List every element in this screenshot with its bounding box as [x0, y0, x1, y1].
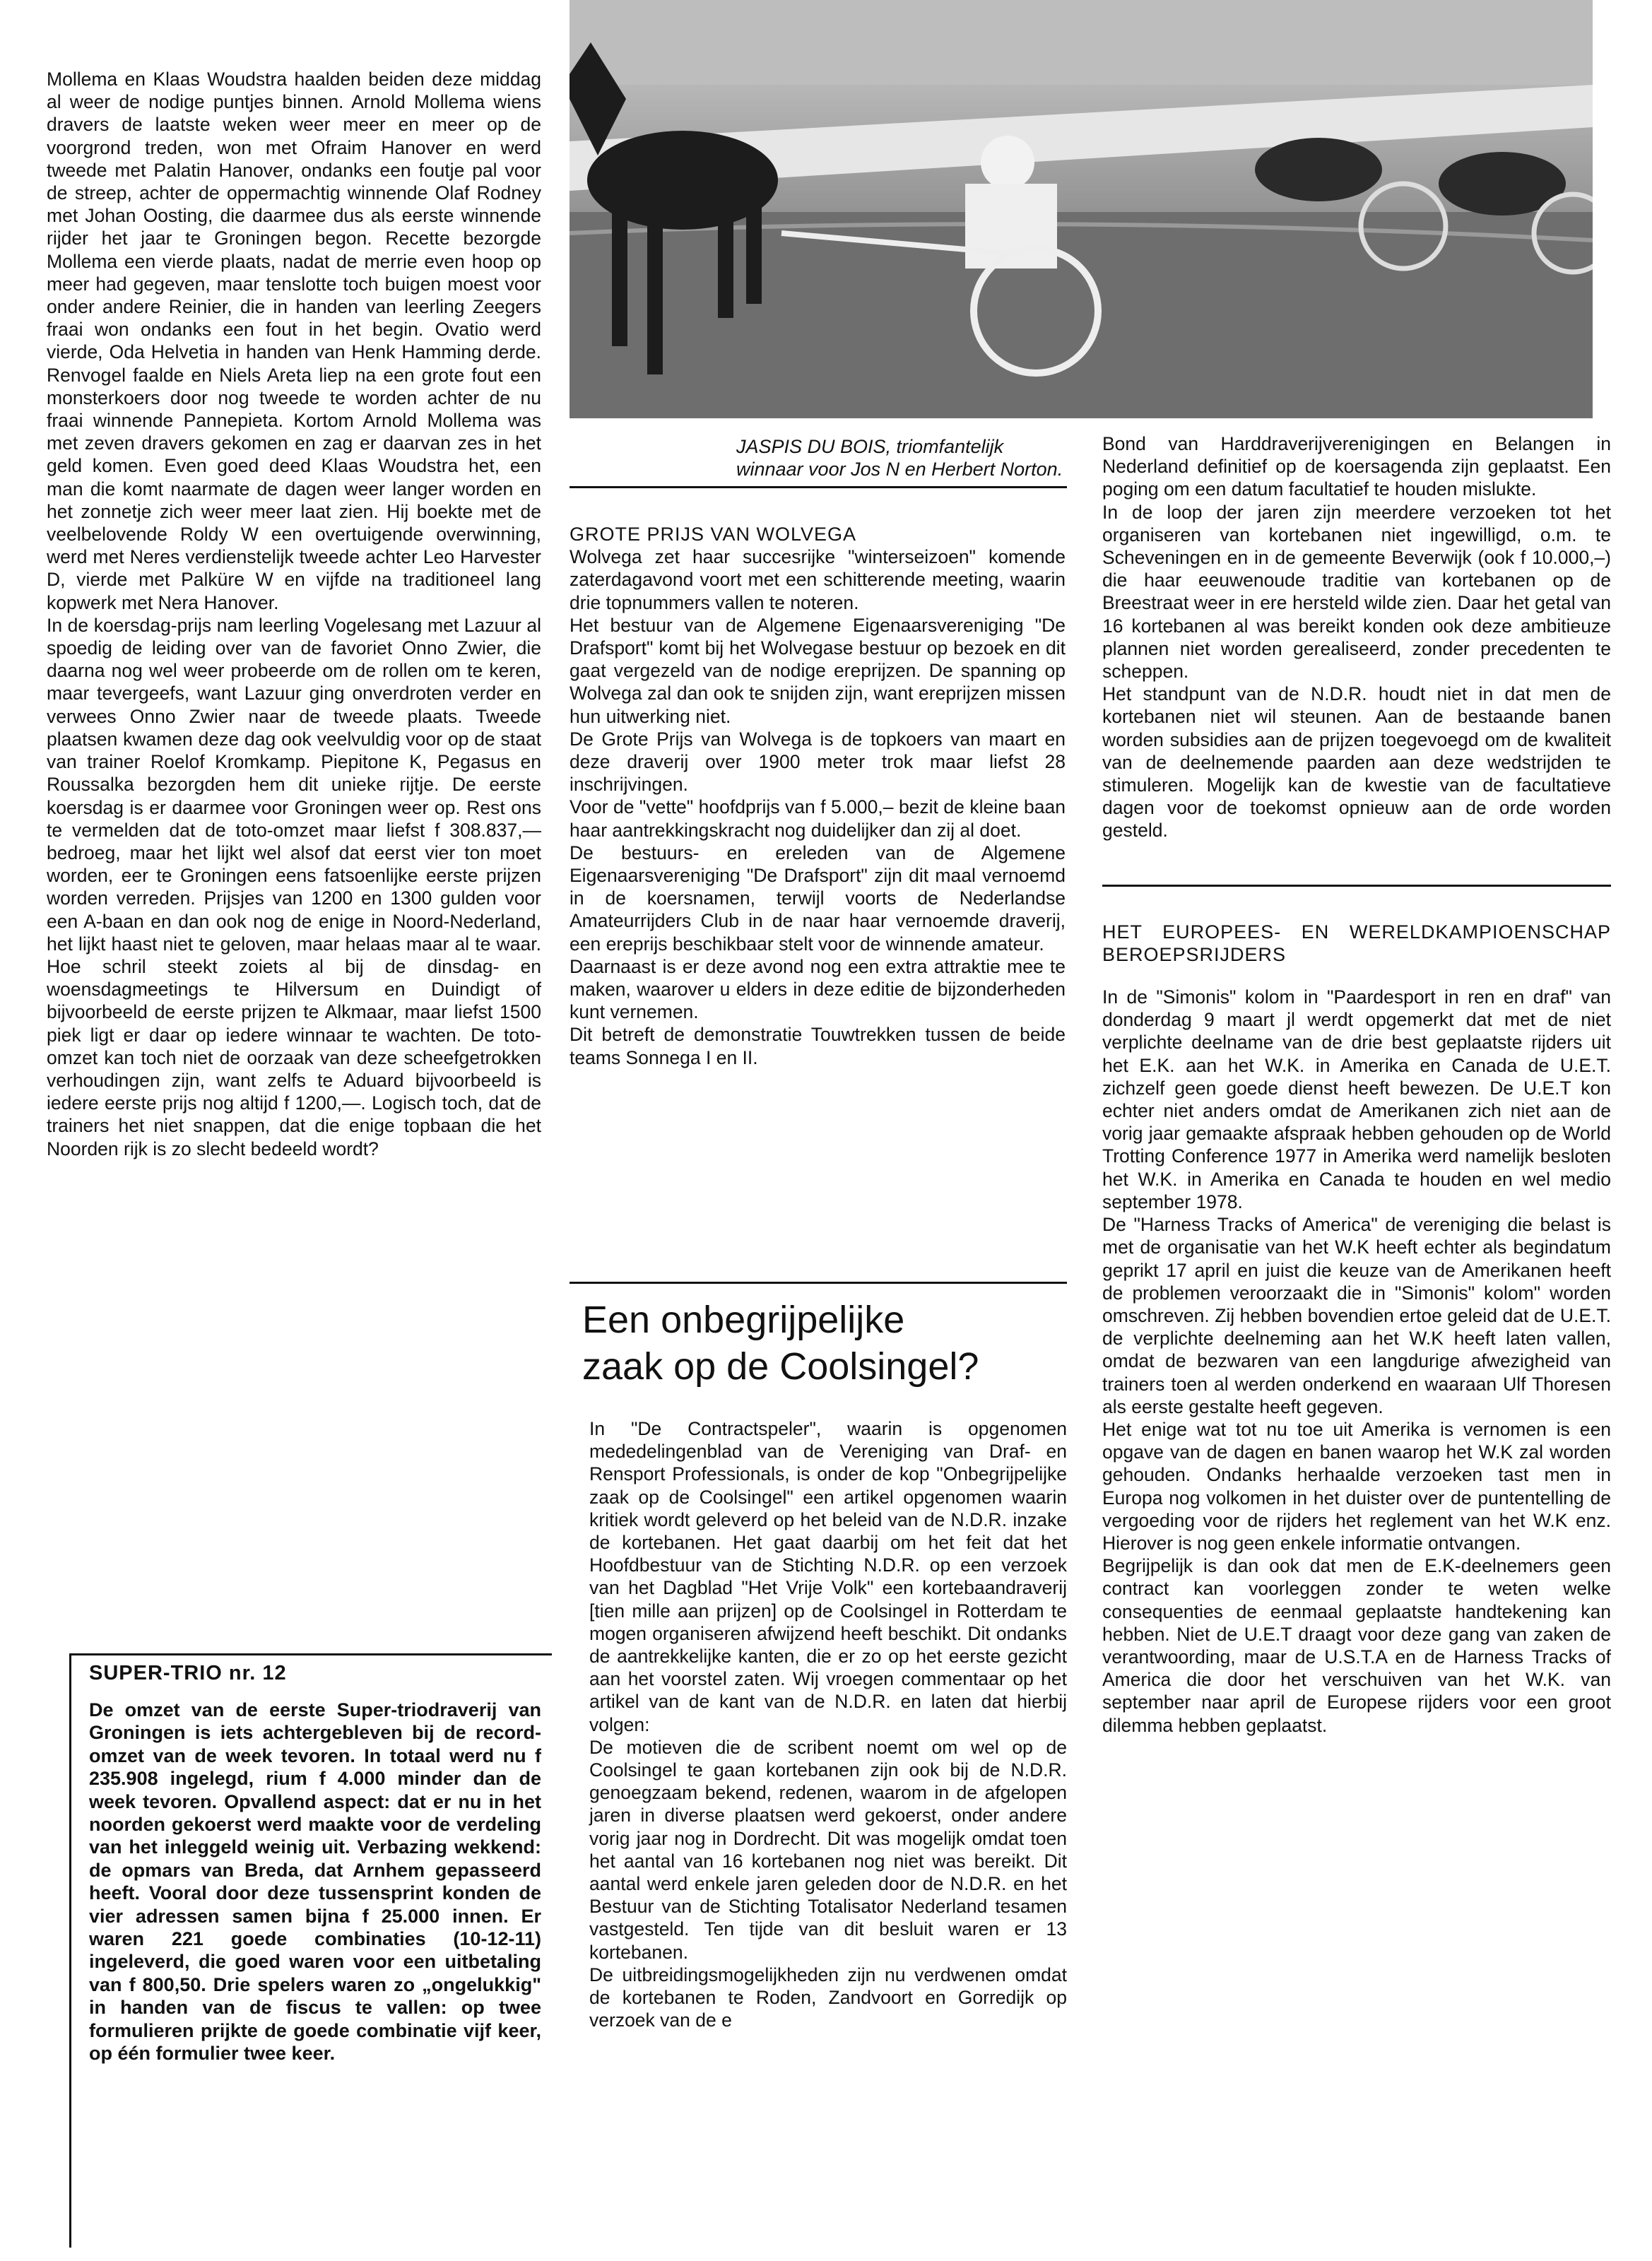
super-trio-text: De omzet van de eerste Super-triodraverij van Groningen is iets achtergebleven bij de record-omzet van de week tevoren. In totaal werd nu f 235.908 ingelegd, rium f 4.000 minder dan de week tevoren. Opvallend aspect: dat er nu in het noorden gekoerst werd maakte voor de verdeling van het inleggeld weinig uit. Verbazing wekkend: de opmars van Breda, dat Arnhem gepasseerd heeft. Vooral door deze tussensprint konden de vier adressen samen bijna f 25.000 innen. Er waren 221 goede combinaties (10-12-11) ingeleverd, die goed waren voor een uitbetaling van f 800,50. Drie spelers waren zo „ongelukkig" in handen van de fiscus te vallen: op twee formulieren prijkte de goede combinatie vijf keer, op één formulier twee keer.	[89, 1699, 541, 2065]
article-paragraph: Voor de "vette" hoofdprijs van f 5.000,– bezit de kleine baan haar aantrekkingskracht nog duidelijker dan zij al doet.	[570, 796, 1066, 841]
column-2	[570, 523, 1066, 1069]
article-paragraph: Het enige wat tot nu toe uit Amerika is vernomen is een opgave van de dagen en banen waarop het W.K zal worden gehouden. Ondanks herhaalde verzoeken tast men in Europa nog volkomen in het duister over de puntentelling de vergoeding voor de rijders het reglement van het W.K enz. Hierover is nog geen enkele informatie ontvangen.	[1102, 1418, 1611, 1554]
article-paragraph: Het standpunt van de N.D.R. houdt niet in dat men de kortebanen niet wil steunen. Aan de bestaande banen worden subsidies aan de prijzen toegevoegd om de kwaliteit van de deelnemende paarden aan deze wedstrijden te stimuleren. Mogelijk kan de kwestie van de facultatieve dagen voor de toekomst opnieuw aan de orde worden gesteld.	[1102, 683, 1611, 842]
photo-caption: JASPIS DU BOIS, triomfantelijk winnaar voor Jos N en Herbert Norton.	[736, 436, 1063, 480]
article-paragraph: Mollema en Klaas Woudstra haalden beiden deze middag al weer de nodige puntjes binnen. Arnold Mollema wiens dravers de laatste weken weer meer en meer op de voorgrond treden, won met Ofraim Hanover en werd tweede met Palatin Hanover, ondanks een foutje pal voor de streep, achter de oppermachtig winnende Olaf Rodney met Johan Oosting, die daarmee dus als eerste winnende rijder het jaar te Groningen begon. Recette bezorgde Mollema een vierde plaats, nadat de merrie even hoop op meer had gegeven, maar tenslotte toch buigen moest voor onder andere Reinier, die in handen van leerling Zeegers fraai won ondanks een fout in het begin. Ovatio werd vierde, Oda Helvetia in handen van Henk Hamming derde. Renvogel faalde en Niels Areta liep na een grote fout een monsterkoers door nog tweede te worden achter de nu fraai winnende Pannepieta. Kortom Arnold Mollema was met zeven dravers gekomen en zag er daarvan zes in het geld komen. Even goed deed Klaas Woudstra het, een man die komt naarmate de dagen weer langer worden en het zonnetje zich weer meer laat zien. Hij boekte met de veelbelovende Roldy W een overtuigende overwinning, werd met Neres verdienstelijk tweede achter Leo Harvester D, vierde met Palküre W en vijfde na traditioneel lang kopwerk met Nera Hanover.	[47, 69, 541, 613]
article-paragraph: Het bestuur van de Algemene Eigenaarsvereniging "De Drafsport" komt bij het Wolvegase bestuur op bezoek en dit gaat vergezeld van de nodige ereprijzen. De spanning op Wolvega zal dan ook te snijden zijn, want ereprijzen missen hun uitwerking niet.	[570, 614, 1066, 727]
column-2-article	[589, 1417, 1067, 2031]
divider	[570, 1282, 1067, 1284]
section-heading: HET EUROPEES- EN WERELDKAMPIOENSCHAP BEROEPSRIJDERS	[1102, 921, 1611, 965]
article-paragraph: Bond van Harddraverijverenigingen en Belangen in Nederland definitief op de koersagenda zijn geplaatst. Een poging om een datum facultatief te houden mislukte.	[1102, 433, 1611, 500]
divider	[570, 486, 1067, 488]
article-paragraph: In de loop der jaren zijn meerdere verzoeken tot het organiseren van kortebanen niet ingewilligd, o.m. te Scheveningen en in de gemeente Beverwijk (ook f 10.000,–) die haar eeuwenoude traditie van kortebanen op de Breestraat weer in ere hersteld wilde zien. Daar het getal van 16 kortebanen al was bereikt konden ook deze ambitieuze plannen niet worden gerealiseerd, zonder precedenten te scheppen.	[1102, 501, 1611, 683]
divider	[1102, 885, 1611, 887]
article-paragraph: De motieven die de scribent noemt om wel op de Coolsingel te gaan kortebanen zijn ook bij de N.D.R. genoegzaam bekend, redenen, waarom in de afgelopen jaren in diverse plaatsen werd gekoerst, onder andere vorig jaar nog in Dordrecht. Dit was mogelijk omdat toen het aantal van 16 kortebanen nog niet was bereikt. Dit aantal werd enkele jaren geleden door de N.D.R. en het Bestuur van de Stichting Totalisator Nederland tesamen vastgesteld. Ten tijde van dit besluit waren er 13 kortebanen.	[589, 1736, 1067, 1963]
article-paragraph: De Grote Prijs van Wolvega is de topkoers van maart en deze draverij over 1900 meter trok maar liefst 28 inschrijvingen.	[570, 728, 1066, 796]
column-1	[47, 68, 541, 1160]
article-paragraph: De "Harness Tracks of America" de vereniging die belast is met de organisatie van het W.K heeft echter als begindatum geprikt 17 april en juist die keuze van de Amerikanen heeft de problemen veroorzaakt die in "Simonis" kolom" worden omschreven. Zij hebben bovendien ertoe geleid dat de U.E.T. de verplichte deelneming aan het W.K heeft laten vallen, omdat de bezwaren van een langdurige afwezigheid van trainers toen al werden onderkend en waaraan Ulf Thoresen als eerste gestalte heeft gegeven.	[1102, 1214, 1611, 1417]
headline: zaak op de Coolsingel?	[582, 1345, 979, 1388]
harness-racing-photo	[570, 0, 1593, 418]
article-paragraph: De uitbreidingsmogelijkheden zijn nu verdwenen omdat de kortebanen te Roden, Zandvoort en Gorredijk op verzoek van de e	[589, 1964, 1067, 2031]
column-3	[1102, 432, 1611, 1737]
article-paragraph: In de "Simonis" kolom in "Paardesport in ren en draf" van donderdag 9 maart jl werdt opgemerkt dat met de niet verplichte deelname van de drie best geplaatste rijders uit het E.K. aan het W.K. in Amerika en Canada de U.E.T. zichzelf geen goede dienst heeft bewezen. De U.E.T kon echter niet anders omdat de Amerikanen zich niet aan de vorig jaar gemaakte afspraak hebben gehouden op de World Trotting Conference 1977 in Amerika werd namelijk besloten het W.K. in Amerika en Canada te houden en wel medio september 1978.	[1102, 986, 1611, 1212]
article-paragraph: In "De Contractspeler", waarin is opgenomen mededelingenblad van de Vereniging van Draf- en Rensport Professionals, is onder de kop "Onbegrijpelijke zaak op de Coolsingel" een artikel opgenomen waarin kritiek wordt geleverd op het beleid van de N.D.R. inzake de kortebanen. Het gaat daarbij om het feit dat het Hoofdbestuur van de Stichting N.D.R. op een verzoek van het Dagblad "Het Vrije Volk" een kortebaandraverij [tien mille aan prijzen] op de Coolsingel in Rotterdam te mogen organiseren afwijzend heeft beschikt. Dit ondanks de aantrekkelijke kanten, die er zo op het eerste gezicht aan het voorstel zaten. Wij vroegen commentaar op het artikel van de kant van de N.D.R. en laten dat hierbij volgen:	[589, 1418, 1067, 1735]
headline: Een onbegrijpelijke	[582, 1299, 905, 1341]
super-trio-title: SUPER-TRIO nr. 12	[89, 1662, 287, 1684]
article-paragraph: De bestuurs- en ereleden van de Algemene Eigenaarsvereniging "De Drafsport" zijn dit maal vernoemd in de koersnamen, terwijl voorts de Nederlandse Amateurrijders Club in de naar haar vernoemde draverij, een ereprijs beschikbaar stelt voor de winnende amateur.	[570, 842, 1066, 955]
article-paragraph: Wolvega zet haar succesrijke "winterseizoen" komende zaterdagavond voort met een schitterende meeting, waarin drie topnummers vallen te noteren.	[570, 546, 1066, 613]
article-paragraph: In de koersdag-prijs nam leerling Vogelesang met Lazuur al spoedig de leiding over van de favoriet Onno Zwier, die daarna nog wel weer probeerde om de rollen om te keren, maar tevergeefs, want Lazuur ging onverdroten verder en verwees Onno Zwier naar de tweede plaats. Tweede plaatsen kwamen deze dag ook veelvuldig voor op de staat van trainer Roelof Kromkamp. Piepitone K, Pegasus en Roussalka bezorgden hem dit unieke rijtje. De eerste koersdag is er daarmee voor Groningen weer op. Rest ons te vermelden dat de toto-omzet maar liefst f 308.837,— bedroeg, maar het lijkt wel alsof dat eerst vier ton moet worden, eer te Groningen eens fatsoenlijke eerste prijzen worden verreden. Prijsjes van 1200 en 1300 gulden voor een A-baan en dan ook nog de enige in Noord-Nederland, het lijkt haast niet te geloven, maar helaas maar al te waar. Hoe schril steekt zoiets al bij de dinsdag- en woensdagmeetings te Hilversum en Duindigt of bijvoorbeeld de eerste prijzen te Alkmaar, maar liefst 1500 piek ligt er daar op iedere winnaar te wachten. De toto-omzet kan toch niet de oorzaak van deze scheefgetrokken verhoudingen zijn, want zelfs te Aduard bijvoorbeeld is iedere eerste prijs nog altijd f 1200,—. Logisch toch, dat de trainers het niet snappen, dat die enige topbaan die het Noorden rijk is zo slecht bedeeld wordt?	[47, 614, 541, 1159]
article-paragraph: Dit betreft de demonstratie Touwtrekken tussen de beide teams Sonnega I en II.	[570, 1024, 1066, 1068]
article-paragraph: Begrijpelijk is dan ook dat men de E.K-deelnemers geen contract kan voorleggen zonder te weten welke consequenties de eenmaal geplaatste handtekening kan hebben. Niet de U.E.T draagt voor deze gang van zaken de verantwoording, maar de U.S.T.A en de Harness Tracks of America die door het verschuiven van het W.K. van september naar april de Europese rijders voor een groot dilemma hebben geplaatst.	[1102, 1555, 1611, 1736]
section-heading: GROTE PRIJS VAN WOLVEGA	[570, 524, 857, 545]
article-paragraph: Daarnaast is er deze avond nog een extra attraktie mee te maken, waarover u elders in deze editie de bijzonderheden kunt vernemen.	[570, 955, 1066, 1023]
